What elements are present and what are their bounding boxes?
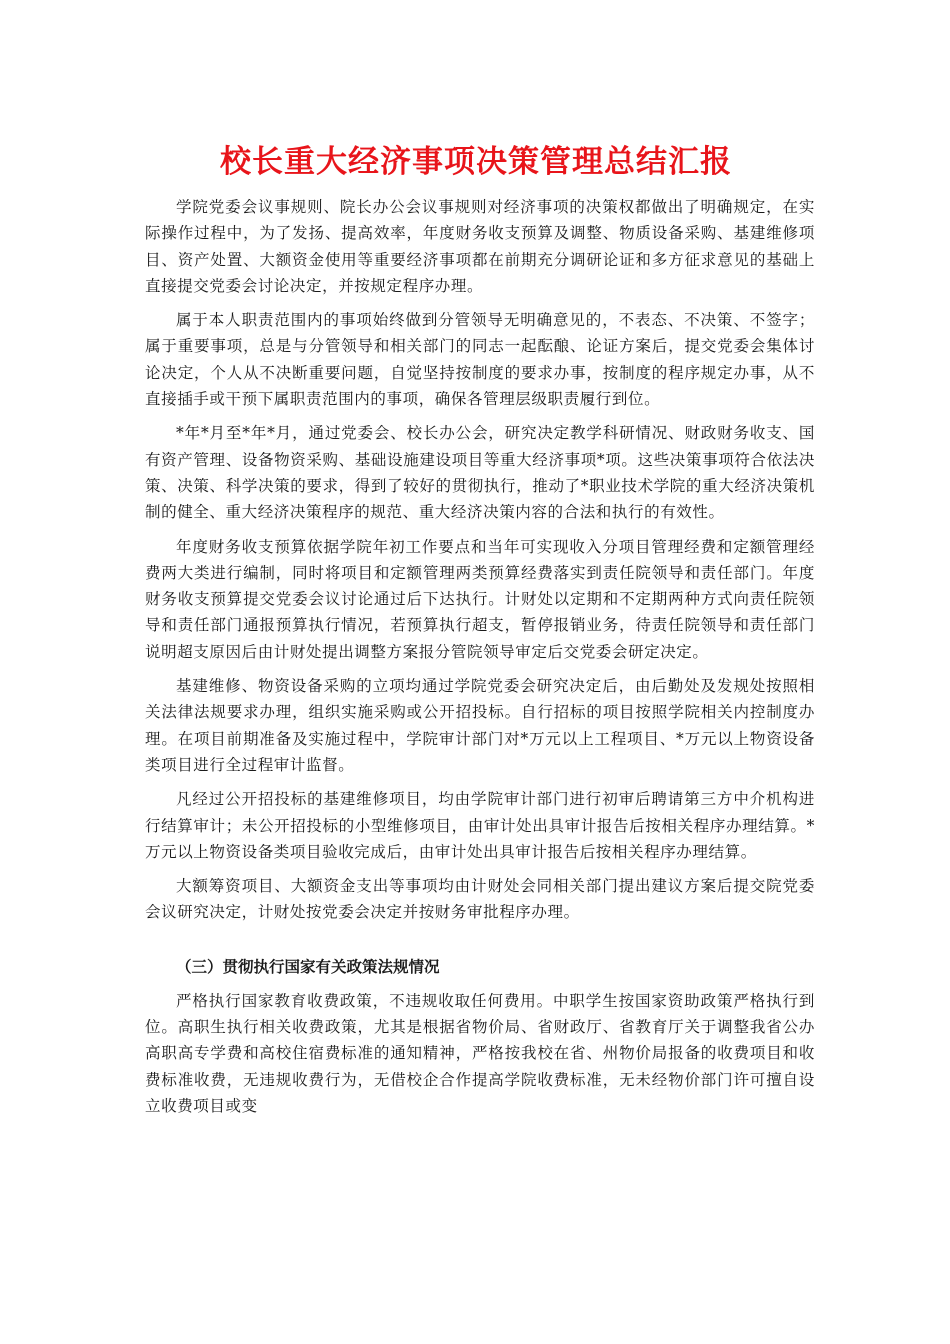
paragraph-large-funds: 大额筹资项目、大额资金支出等事项均由计财处会同相关部门提出建议方案后提交院党委会议研究决定，计财处按党委会决定并按财务审批程序办理。 — [145, 877, 815, 922]
section-heading: （三）贯彻执行国家有关政策法规情况 — [176, 957, 440, 976]
paragraph-budget: 年度财务收支预算依据学院年初工作要点和当年可实现收入分项目管理经费和定额管理经费两大类进行编制，同时将项目和定额管理两类预算经费落实到责任院领导和责任部门。年度财务收支预算提交党委会议讨论通过后下达执行。计财处以定期和不定期两种方式向责任院领导和责任部门通报预算执行情况，若预算执行超支，暂停报销业务，待责任院领导和责任部门说明超支原因后由计财处提出调整方案报分管院领导审定后交党委会研定决定。 — [145, 537, 815, 661]
paragraph-decision-summary: *年*月至*年*月，通过党委会、校长办公会，研究决定教学科研情况、财政财务收支、国有资产管理、设备物资采购、基础设施建设项目等重大经济事项*项。这些决策事项符合依法决策、决策、科学决策的要求，得到了较好的贯彻执行，推动了*职业技术学院的重大经济决策机制的健全、重大经济决策程序的规范、重大经济决策内容的合法和执行的有效性。 — [145, 424, 815, 522]
paragraph-procurement: 基建维修、物资设备采购的立项均通过学院党委会研究决定后，由后勤处及发规处按照相关法律法规要求办理，组织实施采购或公开招投标。自行招标的项目按照学院相关内控制度办理。在项目前期准备及实施过程中，学院审计部门对*万元以上工程项目、*万元以上物资设备类项目进行全过程审计监督。 — [145, 677, 815, 774]
paragraph-fee-policy: 严格执行国家教育收费政策，不违规收取任何费用。中职学生按国家资助政策严格执行到位。高职生执行相关收费政策，尤其是根据省物价局、省财政厅、省教育厅关于调整我省公办高职高专学费和高校住宿费标准的通知精神，严格按我校在省、州物价局报备的收费项目和收费标准收费，无违规收费行为，无借校企合作提高学院收费标准，无未经物价部门许可擅自设立收费项目或变 — [145, 991, 815, 1115]
paragraph-decision-rules: 学院党委会议事规则、院长办公会议事规则对经济事项的决策权都做出了明确规定，在实际操作过程中，为了发扬、提高效率，年度财务收支预算及调整、物质设备采购、基建维修项目、资产处置、大额资金使用等重要经济事项都在前期充分调研论证和多方征求意见的基础上直接提交党委会讨论决定，并按规定程序办理。 — [145, 198, 815, 295]
document-page — [145, 140, 815, 1127]
paragraph-responsibility-scope: 属于本人职责范围内的事项始终做到分管领导无明确意见的，不表态、不决策、不签字；属于重要事项，总是与分管领导和相关部门的同志一起酝酿、论证方案后，提交党委会集体讨论决定，个人从不决断重要问题，自觉坚持按制度的要求办事，按制度的程序规定办事，从不直接插手或干预下属职责范围内的事项，确保各管理层级职责履行到位。 — [145, 311, 815, 409]
paragraph-audit-settlement: 凡经过公开招投标的基建维修项目，均由学院审计部门进行初审后聘请第三方中介机构进行结算审计；未公开招投标的小型维修项目，由审计处出具审计报告后按相关程序办理结算。*万元以上物资设备类项目验收完成后，由审计处出具审计报告后按相关程序办理结算。 — [145, 790, 815, 861]
document-title: 校长重大经济事项决策管理总结汇报 — [220, 144, 732, 180]
